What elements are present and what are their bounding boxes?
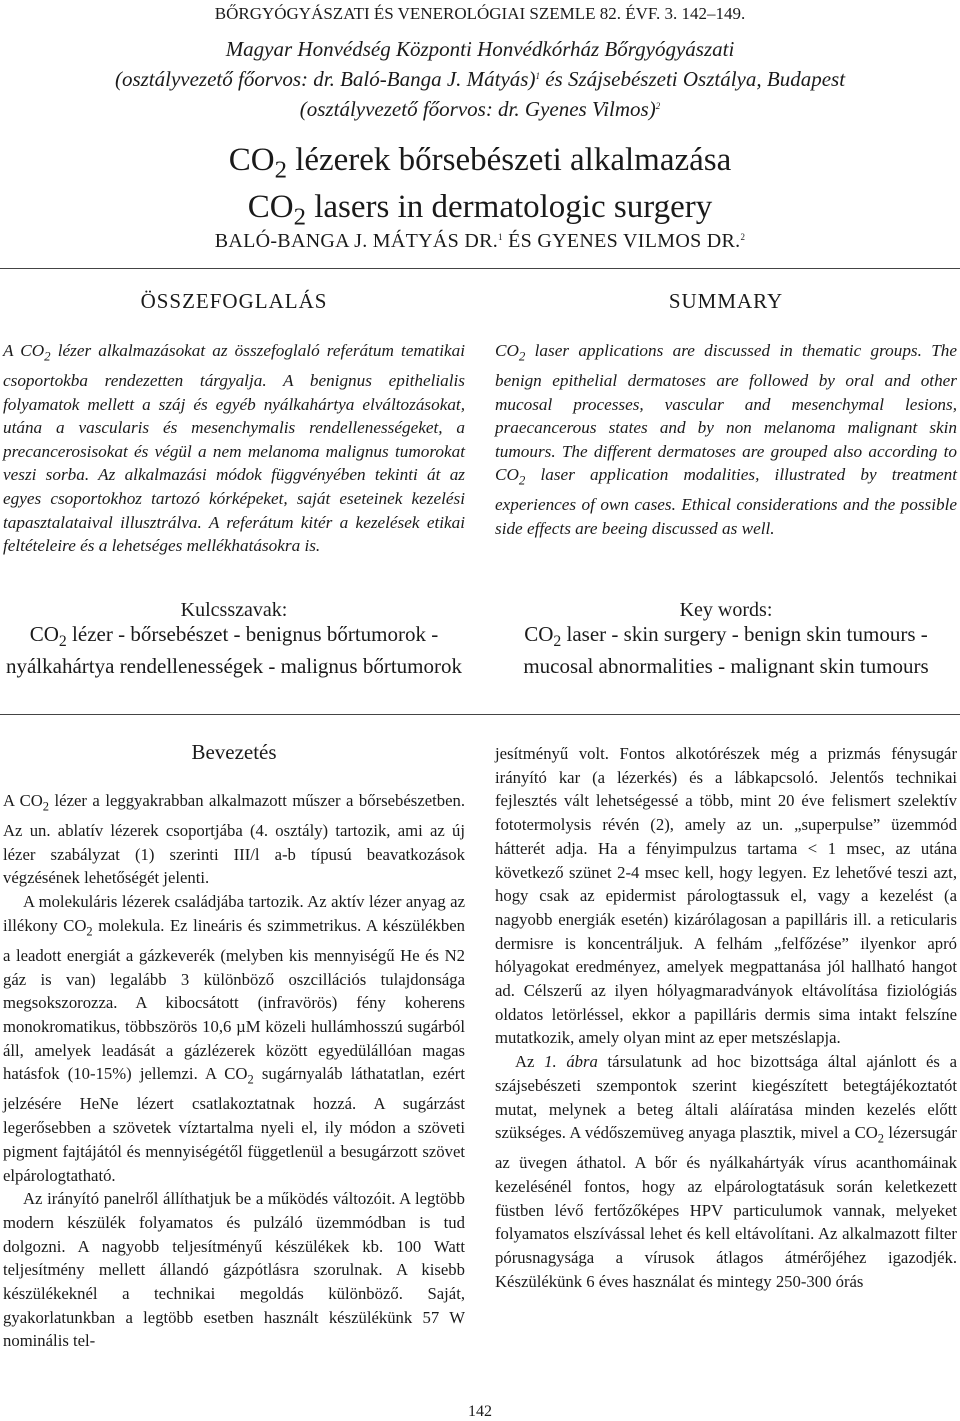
affiliation-dept1: (osztályvezető főorvos: dr. Baló-Banga J. Mátyás) [114,67,536,91]
affiliation [40,36,920,123]
author-2: ÉS GYENES VILMOS DR. [502,230,741,252]
affiliation-line-3 [40,93,920,123]
body-paragraph-2 [3,890,465,1187]
figure-reference: 1. ábra [544,1052,598,1072]
abstract-en-text-2: laser application modalities, illustrated by treatment experiences of own cases. Ethical considerations and the possible side effects are beeing discussed as well. [495,465,957,539]
p2-text-1: A molekuláris lézerek családjába tartozik. Az aktív lézer anyag az illékony CO [3,892,465,935]
affiliation-head2: (osztályvezető főorvos: dr. Gyenes Vilmos) [299,97,656,121]
p2-text-2: molekula. Ez lineáris és szimmetrikus. A készülékben a leadott energiát a gázkeverék (melyben kis mennyiségű He és N2 gáz is van) legalább 3 különböző oszcillációs tulajdonsága megsokszorozza. A kibocsátott (infravörös) fény koherens monokromatikus, többszörös 10,6 µM közeli hullámhosszú sugárból áll, amelyek leadását a gázlézerek között egyedülállóan magas hatásfok (10-15%) jellemzi. A CO [3,915,465,1084]
keywords-en-sub: 2 [553,633,562,651]
keywords-hu [0,598,468,678]
section-title: Bevezetés [191,740,277,764]
author-1: BALÓ-BANGA J. MÁTYÁS DR. [214,230,499,252]
body-paragraph-4: jesítményű volt. Fontos alkotórészek még a prizmás fénysugár irányító kar (a lézerkés) és a lábkapcsoló. Jelentős technikai fejlesztés vált lehetségessé a több, mint 20 éve felismert szelektív fototermolysis révén (2), amely az un. „superpulse” üzemmód hátterét adja. Ha a fényimpulzus tartama < 1 msec, az utána következő szünet 2-4 msec kell, hogy legyen. Ez lehetővé teszi azt, hogy csak az epidermist párologtassuk el, vagy a kezelést (a nagyobb energiák esetén) kizárólagosan a papilláris ill. a reticularis dermisre is koncentráljuk. A felhám „felfőzése” ilyenkor apró hólyagokat eredményez, amelyek megpattanása jól hallható hangot ad. Célszerű az ilyen hólyagmaradványok eltávolítása fiziológiás oldatos letörléssel, ekkor a papilláris dermis sima intakt felszíne mutatkozik, amely olyan mint az eper metszéslapja. [495,744,957,1048]
title-english [0,189,960,236]
p5-text-2: társulatunk ad hoc bizottsága által ajánlott és a szájsebészeti szempontok szerint kiegészített betegtájékoztatót mutat, melynek a beteg általi aláíratása minden kezelés előtt szükséges. A védőszemüveg anyaga plasztik, mivel a CO [495,1052,957,1143]
author-2-sup: 2 [740,232,746,242]
top-divider [0,268,960,269]
keywords-hu-title: Kulcsszavak: [180,599,288,621]
body-paragraph-3: Az irányító panelről állíthatjuk be a működés változóit. A legtöbb modern készülék folyamatos és pulzáló üzemmódban is tud dolgozni. A nagyobb teljesítményű készülékek kb. 100 Watt teljesítmény mellett állandó gázpótlásra szorulnak. A kisebb készülékeknél a technikai megoldás különböző. Saját, gyakorlatunkban a legtöbb esetben használt készülékünk 57 W nominális tel- [3,1189,465,1351]
affiliation-line-2 [40,63,920,93]
title-hu-rest: lézerek bőrsebészeti alkalmazása [286,142,732,178]
article-titles [0,142,960,235]
body-right-column [495,742,957,1294]
p2-sub-2: 2 [247,1072,254,1087]
abstract-en [495,339,957,541]
keywords-en [492,598,960,678]
abstract-hu [3,339,465,558]
title-hu-co: CO [228,142,275,178]
title-en-sub: 2 [293,203,306,231]
title-en-rest: lasers in dermatologic surgery [305,188,713,225]
body-left-column [3,789,465,1353]
p1-text: lézer a leggyakrabban alkalmazott műszer a bőrsebészetben. Az un. ablatív lézerek csoportjába (4. osztály) tartozik, ami az új lézer szabályzat (1) szerinti III/l a-b típusú beavatkozások végzésének lehetőségét jelenti. [3,791,465,888]
affiliation-dept2: és Szájsebészeti Osztálya, Budapest [539,67,846,91]
title-en-co: CO [247,188,294,225]
title-hungarian [0,142,960,189]
abstract-heading-en: SUMMARY [668,289,784,313]
abstract-hu-text: lézer alkalmazásokat az összefoglaló referátum tematikai csoportokba rendezetten tárgyalja. A benignus epithelialis folyamatok mellett a száj és egyéb nyálkahártya elváltozásokat, utána a vascularis és mesenchymalis rendellenességeket, a precancerosisokat és végül a nem melanoma malignus tumorokat veszi sorba. Az alkalmazási módok függvényében tekinti át az egyes csoportokhoz tartozó kórképeket, saját eseteinek kezelési tapasztalataival illusztrálva. A referátum kitér a kezelések etikai feltételeire és a lehetséges mellékhatásokra is. [3,341,465,556]
p5-text-3: lézersugár az üvegen áthatol. A bőr és nyálkahártyák vírus acanthomáinak kezelésénél fontos, hogy az elpárologtatásuk során keletkezett füstben lévő fertőzőképes HPV particulumok vannak, melyeket folyamatos elszívással lehet és kell eltávolítani. Az alkalmazott filter pórusnagysága a vírusok átlagos átmérőjéhez igazodjék. Készülékünk 6 éves használat és mintegy 250-300 órás [495,1123,957,1291]
abstract-en-text-1: laser applications are discussed in thematic groups. The benign epithelial dermatoses are followed by oral and other mucosal processes, vascular and mesenchymal lesions, praecancerous states and by non melanoma malignant skin tumours. The different dermatoses are grouped also according to CO [495,341,957,485]
title-hu-sub: 2 [274,156,287,184]
abstract-heading-hu: ÖSSZEFOGLALÁS [140,289,328,313]
abstract-en-sub-2: 2 [518,473,526,488]
body-paragraph-5 [495,1050,957,1293]
p1-co: A CO [3,791,43,810]
author-1-sup: 1 [498,232,503,242]
affiliation-sup-1: 1 [535,71,540,81]
keywords-hu-text: lézer - bőrsebészet - benignus bőrtumorok - nyálkahártya rendellenességek - malignus bőrtumorok [5,622,463,679]
keywords-hu-list [0,622,468,678]
p1-sub: 2 [42,799,50,814]
affiliation-sup-2: 2 [655,101,661,111]
body-paragraph-1 [3,789,465,890]
p2-sub-1: 2 [86,924,93,939]
p5-sub: 2 [877,1131,885,1146]
affiliation-line-1: Magyar Honvédség Központi Honvédkórház Bőrgyógyászati [225,37,735,61]
abstract-en-co: CO [495,341,519,360]
p2-text-3: sugárnyaláb láthatatlan, ezért jelzésére HeNe lézert csatlakoztatnak hozzá. A sugárzást legerősebben a szövetek víztartalma nyeli el, ily módon a szöveti pigment fajtájától és mennyiségétől függetlenül a besugárzott szövet elpárologtatható. [3,1064,465,1185]
middle-divider [0,714,960,715]
keywords-en-list [492,622,960,678]
authors [0,230,960,253]
abstract-hu-co: A CO [3,341,45,360]
journal-header: BŐRGYÓGYÁSZATI ÉS VENEROLÓGIAI SZEMLE 82. ÉVF. 3. 142–149. [214,4,746,23]
keywords-en-title: Key words: [679,599,773,621]
keywords-hu-co: CO [29,622,59,646]
keywords-en-text: laser - skin surgery - benign skin tumours - mucosal abnormalities - malignant skin tumours [523,622,929,679]
page-number: 142 [468,1403,492,1420]
keywords-hu-sub: 2 [58,633,67,651]
abstract-hu-sub: 2 [44,349,51,364]
p5-text-1: Az [515,1052,545,1072]
keywords-en-co: CO [524,622,554,646]
abstract-en-sub: 2 [518,349,526,364]
